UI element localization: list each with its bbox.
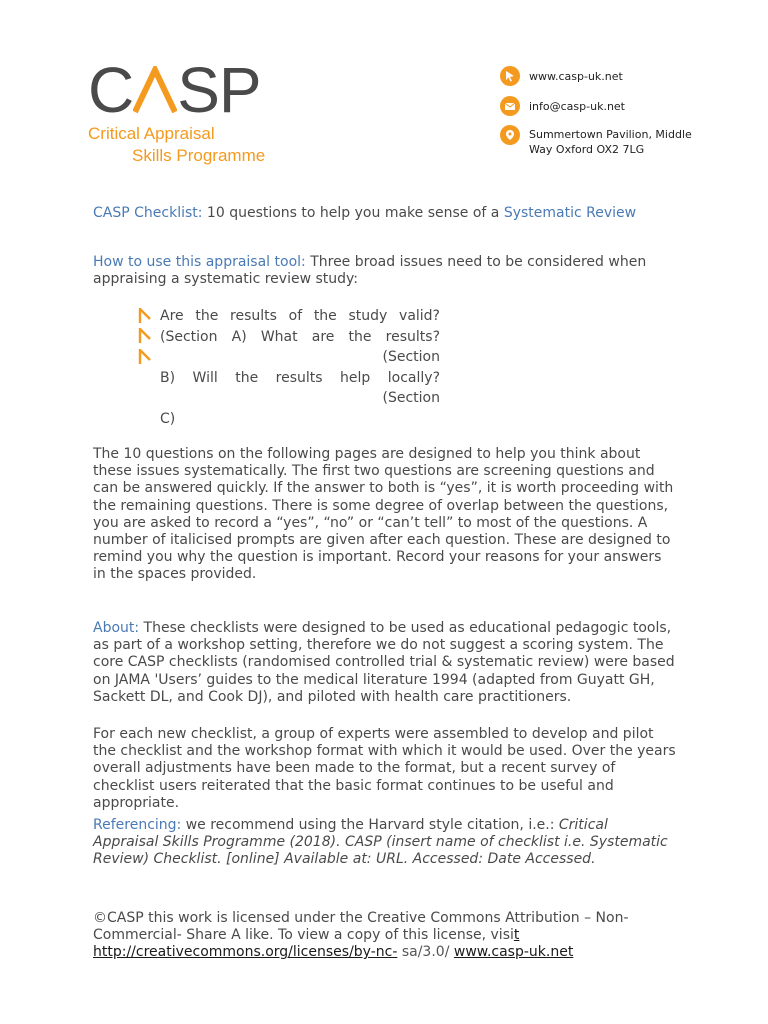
checklist-title <box>93 205 713 222</box>
bullet-line: (Section <box>382 390 440 406</box>
bullet-caret-icon <box>138 349 152 365</box>
about-text: These checklists were designed to be used as educational pedagogic tools, as part of a workshop setting, therefore we do not suggest a scoring system. The core CASP checklists (randomised controlled trial & systematic review) were based on JAMA 'Users’ guides to the medical literature 1994 (adapted from Guyatt GH, Sackett DL, and Cook DJ), and piloted with health care practitioners. <box>93 620 675 705</box>
bullet-line: Are the results of the study valid? <box>160 308 440 324</box>
bullet-caret-icon <box>138 328 152 344</box>
new-checklist-paragraph: For each new checklist, a group of experts were assembled to develop and pilot the checklist and the workshop format with which it would be used. Over the years overall adjustments have been made to the format, but a recent survey of checklist users reiterated that the basic format continues to be useful and appropriate. <box>93 726 676 811</box>
email-text: info@casp-uk.net <box>529 100 625 113</box>
checklist-title-label: CASP Checklist: <box>93 205 203 221</box>
bullet-line: C) <box>160 411 176 427</box>
license-text: ©CASP this work is licensed under the Creative Commons Attribution – Non-Commercial- Share A like. To view a copy of this license, visi <box>93 910 629 944</box>
envelope-icon <box>500 96 520 116</box>
logo-wordmark <box>88 54 288 126</box>
address-text: Summertown Pavilion, Middle Way Oxford OX2 7LG <box>529 128 692 156</box>
license-link-tail[interactable]: t <box>513 927 520 944</box>
about-label: About: <box>93 620 140 636</box>
bullet-line: (Section A) What are the results? <box>160 329 440 345</box>
logo-caret-icon <box>133 66 177 114</box>
referencing-citation: Critical Appraisal Skills Programme (2018). CASP (insert name of checklist i.e. Systematic Review) Checklist. [online] Available at: URL. Accessed: Date Accessed. <box>93 817 668 868</box>
creative-commons-link-rest: sa/3.0/ <box>397 944 454 961</box>
how-to-label: How to use this appraisal tool: <box>93 254 306 270</box>
bullet-line: (Section <box>382 349 440 365</box>
about-paragraph <box>93 620 678 706</box>
checklist-title-text: 10 questions to help you make sense of a <box>202 205 504 221</box>
checklist-title-highlight: Systematic Review <box>503 205 637 221</box>
website-text: www.casp-uk.net <box>529 70 623 83</box>
location-pin-icon <box>500 125 520 145</box>
intro-paragraph: The 10 questions on the following pages are designed to help you think about these issues systematically. The first two questions are screening questions and can be answered quickly. If the answer to both is “yes”, it is worth proceeding with the remaining questions. There is some degree of overlap between the questions, you are asked to record a “yes”, “no” or “can’t tell” to most of the questions. A number of italicised prompts are given after each question. These are designed to remind you why the question is important. Record your reasons for your answers in the spaces provided. <box>93 446 674 583</box>
logo-letters-sp: SP <box>177 54 261 126</box>
referencing-paragraph <box>93 817 673 869</box>
logo-subtitle-line1: Critical Appraisal <box>88 124 215 143</box>
how-to-paragraph <box>93 254 663 288</box>
how-to-text: Three broad issues need to be considered when appraising a systematic review study: <box>93 254 647 288</box>
logo-letter-c: C <box>88 54 134 126</box>
bullet-caret-icon <box>138 308 152 324</box>
bullet-line: B) Will the results help locally? <box>160 370 440 386</box>
logo-subtitle-line2: Skills Programme <box>132 146 266 165</box>
casp-website-link[interactable]: www.casp-uk.net <box>453 944 574 961</box>
referencing-label: Referencing: <box>93 817 182 833</box>
casp-logo <box>88 54 288 165</box>
license-paragraph <box>93 910 673 962</box>
pointer-icon <box>500 66 520 86</box>
referencing-text: we recommend using the Harvard style citation, i.e.: <box>181 817 559 833</box>
creative-commons-link[interactable]: http://creativecommons.org/licenses/by-nc- <box>93 944 398 961</box>
